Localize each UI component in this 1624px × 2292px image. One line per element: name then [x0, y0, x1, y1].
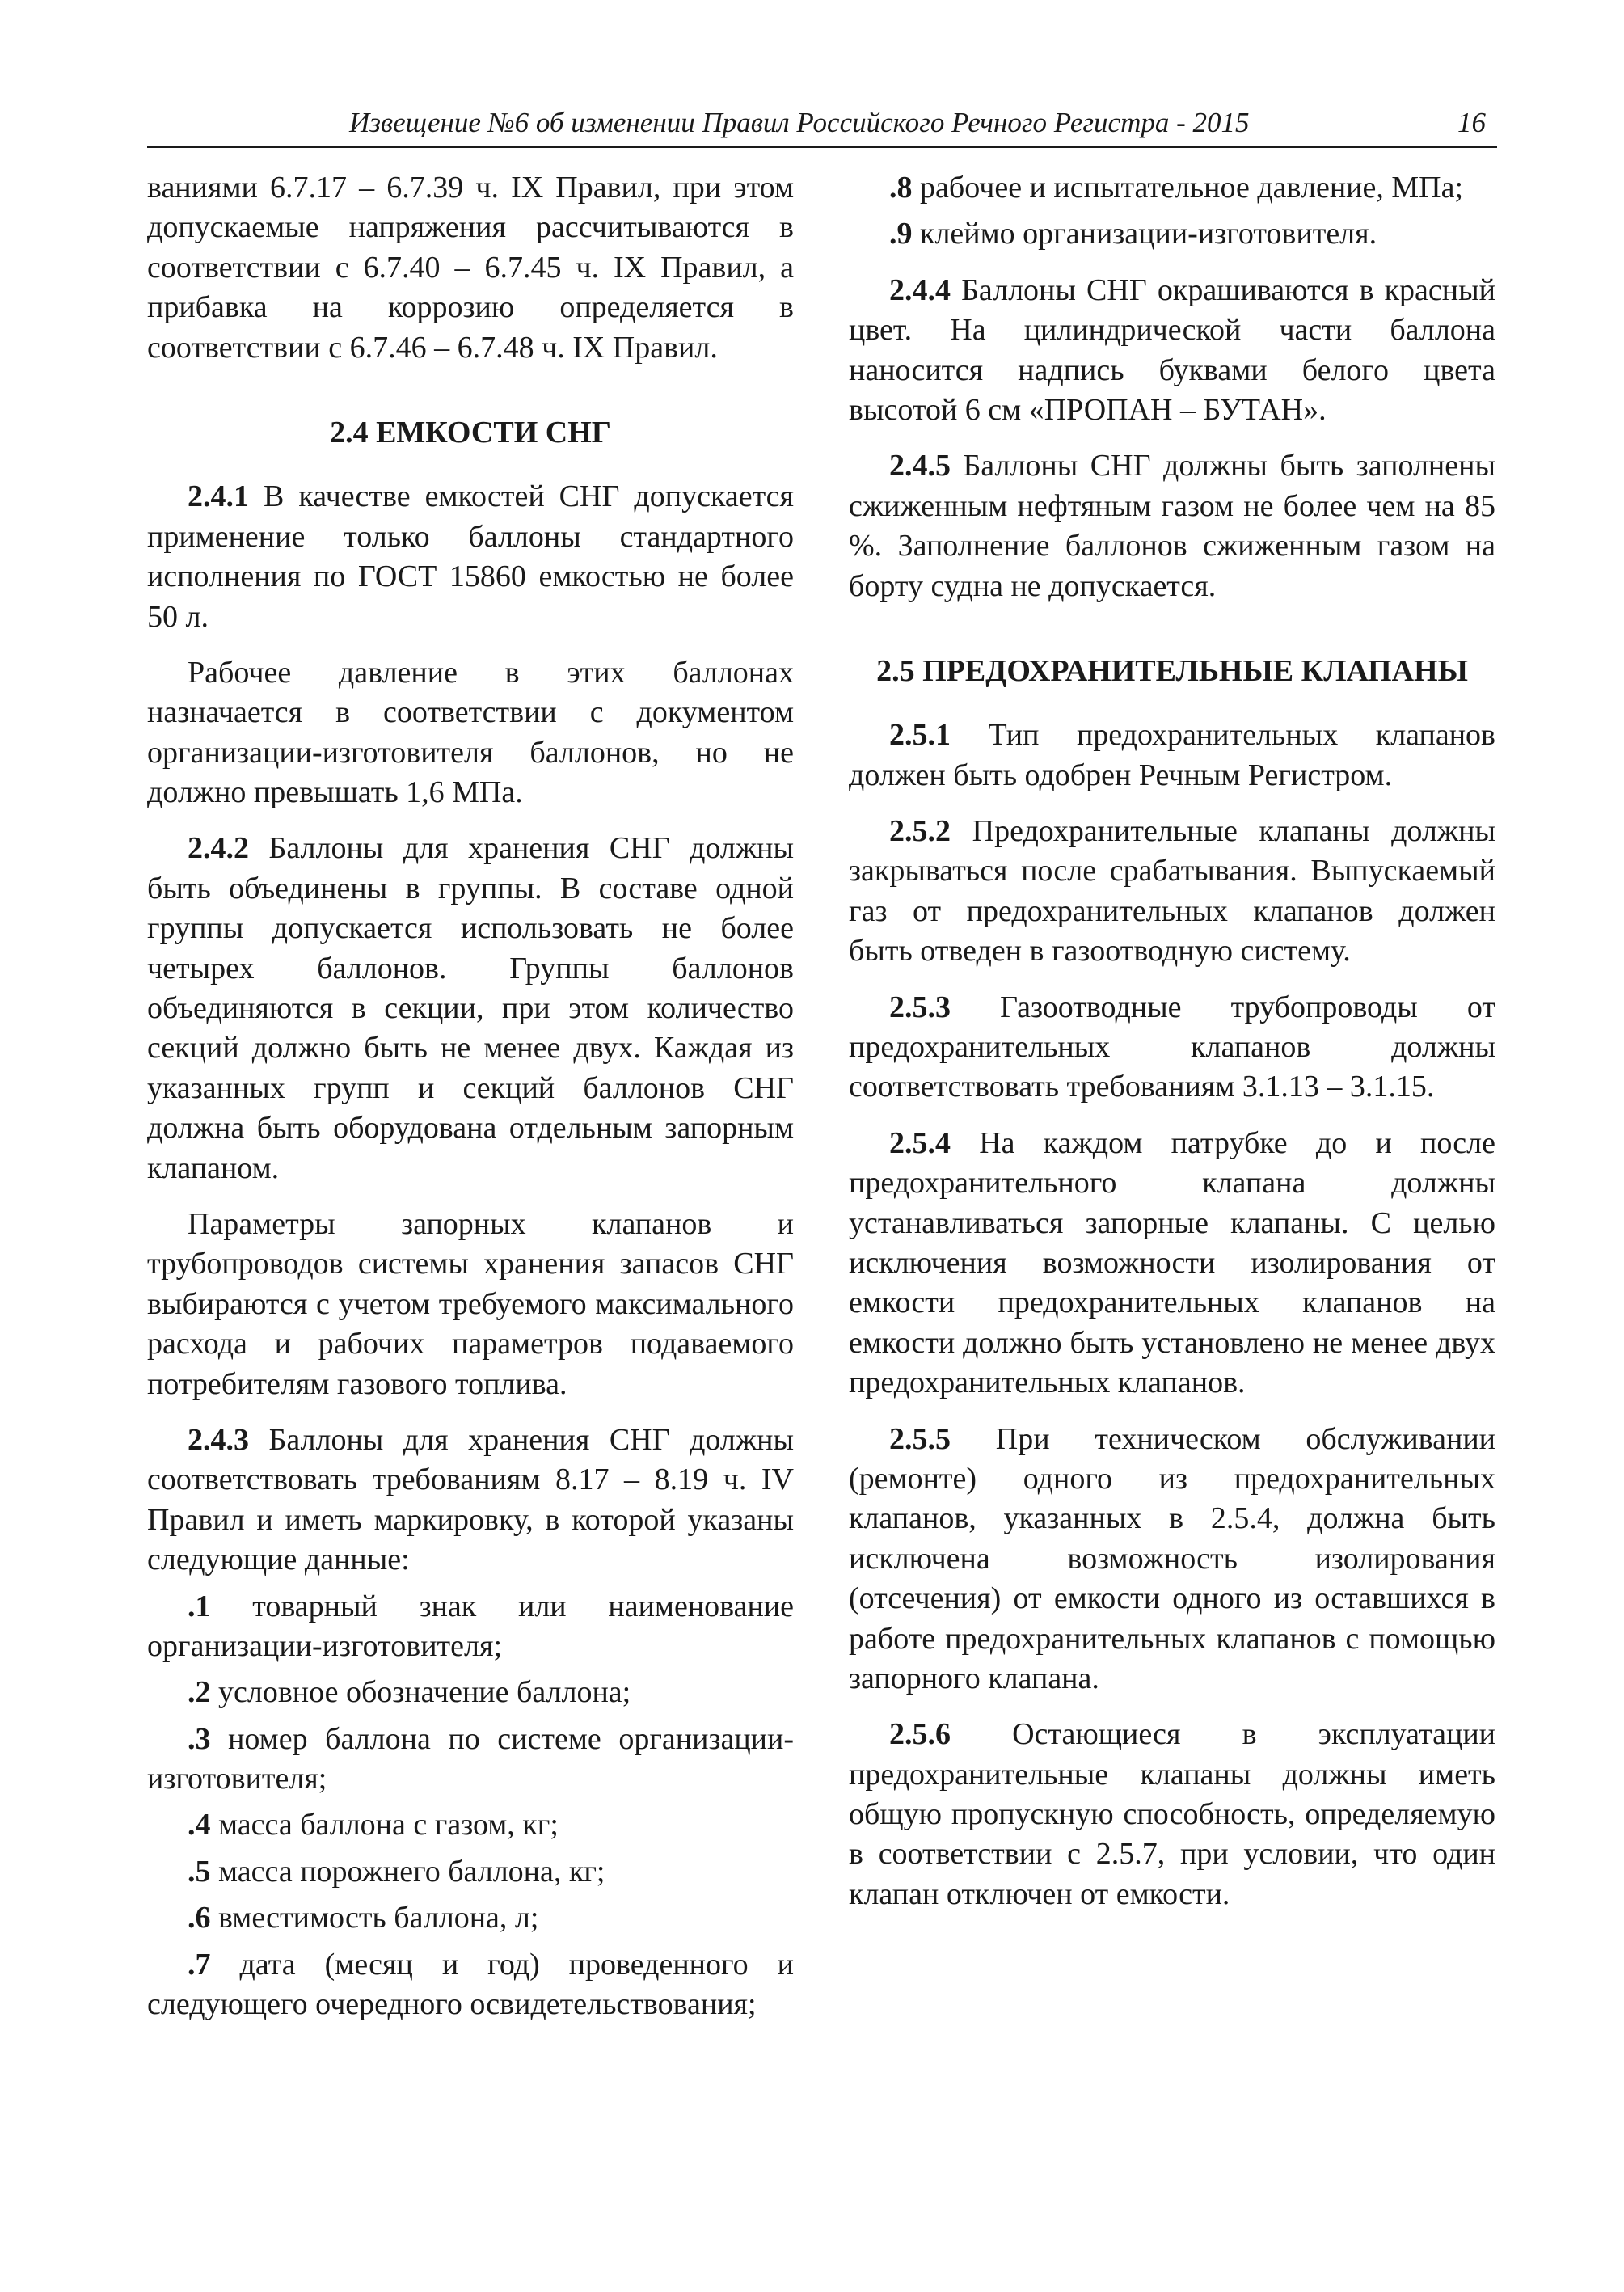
clause-number: 2.4.4: [889, 272, 951, 307]
clause-2-5-5: [849, 1420, 1495, 1699]
clause-2-4-5: [849, 446, 1495, 606]
clause-text: Предохранительные клапаны должны закрываться после срабатывания. Выпускаемый газ от предохранительных клапанов должен быть отведен в газоотводную систему.: [849, 814, 1495, 969]
clause-number: 2.5.2: [889, 814, 951, 849]
clause-text: Баллоны для хранения СНГ должны быть объединены в группы. В составе одной группы допускается использовать не более четырех баллонов. Группы баллонов объединяются в секции, при этом количество секций должно быть не менее двух. Каждая из указанных групп и секций баллонов СНГ должна быть оборудована отдельным запорным клапаном.: [147, 831, 794, 1185]
list-item-text: рабочее и испытательное давление, МПа;: [912, 171, 1464, 205]
list-item-number: .2: [188, 1675, 211, 1710]
paragraph-continuation: ваниями 6.7.17 – 6.7.39 ч. IX Правил, при этом допускаемые напряжения рассчитываются в соответствии с 6.7.40 – 6.7.45 ч. IX Правил, а прибавка на коррозию определяется в соответствии с 6.7.46 – 6.7.48 ч. IX Правил.: [147, 171, 794, 365]
clause-text: Баллоны СНГ окрашиваются в красный цвет. На цилиндрической части баллона наносится надпись буквами белого цвета высотой 6 см «ПРОПАН – БУТАН».: [849, 272, 1495, 427]
clause-2-5-3: [849, 988, 1495, 1108]
right-column: [849, 168, 1495, 1931]
clause-2-4-3: [147, 1420, 794, 1581]
list-item: [147, 1720, 794, 1800]
list-item-number: .1: [188, 1589, 211, 1623]
clause-2-4-2: [147, 829, 794, 1188]
list-item: [147, 1587, 794, 1667]
list-item-text: дата (месяц и год) проведенного и следующего очередного освидетельствования;: [147, 1947, 794, 2022]
page-header: [147, 105, 1497, 148]
clause-2-5-2: [849, 812, 1495, 972]
list-item: [147, 1898, 794, 1938]
clause-number: 2.5.5: [889, 1421, 951, 1456]
section-heading-2-4: 2.4 ЕМКОСТИ СНГ: [330, 415, 611, 450]
clause-text: На каждом патрубке до и после предохранительного клапана должны устанавливаться запорные клапаны. С целью исключения возможности изолирования от емкости предохранительных клапанов на емкости должно быть установлено не менее двух предохранительных клапанов.: [849, 1125, 1495, 1400]
header-title: Извещение №6 об изменении Правил Российского Речного Регистра - 2015: [349, 107, 1250, 138]
list-item-text: номер баллона по системе организации-изготовителя;: [147, 1721, 794, 1796]
clause-2-4-4: [849, 271, 1495, 431]
list-item-number: .7: [188, 1947, 211, 1982]
list-item-number: .4: [188, 1808, 211, 1842]
clause-number: 2.4.3: [188, 1422, 249, 1457]
clause-number: 2.4.5: [889, 449, 951, 483]
list-item-text: масса баллона с газом, кг;: [210, 1808, 559, 1842]
clause-text: При техническом обслуживании (ремонте) одного из предохранительных клапанов, указанных в 2.5.4, должна быть исключена возможность изолирования (отсечения) от емкости одного из оставшихся в работе предохранительных клапанов с помощью запорного клапана.: [849, 1421, 1495, 1695]
page-number: 16: [1457, 107, 1486, 138]
list-item: [849, 214, 1495, 254]
list-item-number: .6: [188, 1901, 211, 1935]
clause-text: Баллоны для хранения СНГ должны соответствовать требованиям 8.17 – 8.19 ч. IV Правил и иметь маркировку, в которой указаны следующие данные:: [147, 1422, 794, 1577]
list-item: [147, 1805, 794, 1845]
clause-2-5-4: [849, 1124, 1495, 1403]
clause-number: 2.5.3: [889, 990, 951, 1024]
clause-text: Газоотводные трубопроводы от предохранительных клапанов должны соответствовать требованиям 3.1.13 – 3.1.15.: [849, 990, 1495, 1104]
left-column: [147, 168, 794, 2031]
list-item-number: .5: [188, 1854, 211, 1889]
list-item-number: .9: [889, 217, 913, 251]
list-item: [147, 1945, 794, 2025]
list-item: [147, 1673, 794, 1712]
clause-2-5-6: [849, 1715, 1495, 1914]
clause-text: Баллоны СНГ должны быть заполнены сжиженным нефтяным газом не более чем на 85 %. Заполнение баллонов сжиженным газом на борту судна не допускается.: [849, 449, 1495, 603]
list-item-text: масса порожнего баллона, кг;: [210, 1854, 605, 1889]
paragraph-working-pressure: Рабочее давление в этих баллонах назначается в соответствии с документом организации-изготовителя баллонов, но не должно превышать 1,6 МПа.: [147, 655, 794, 810]
clause-number: 2.5.4: [889, 1125, 951, 1160]
list-item-number: .3: [188, 1721, 211, 1756]
clause-number: 2.5.1: [889, 718, 951, 753]
list-item-number: .8: [889, 171, 913, 205]
clause-2-4-1: [147, 477, 794, 637]
clause-text: Тип предохранительных клапанов должен быть одобрен Речным Регистром.: [849, 718, 1495, 792]
list-item: [147, 1852, 794, 1892]
clause-text: Остающиеся в эксплуатации предохранительные клапаны должны иметь общую пропускную способность, определяемую в соответствии с 2.5.7, при условии, что один клапан отключен от емкости.: [849, 1717, 1495, 1911]
list-item-text: условное обозначение баллона;: [210, 1675, 631, 1710]
list-item-text: товарный знак или наименование организации-изготовителя;: [147, 1589, 794, 1663]
section-heading-2-5: 2.5 ПРЕДОХРАНИТЕЛЬНЫЕ КЛАПАНЫ: [876, 653, 1468, 688]
list-item-text: вместимость баллона, л;: [210, 1901, 539, 1935]
clause-number: 2.4.1: [188, 479, 249, 514]
paragraph-valve-parameters: Параметры запорных клапанов и трубопроводов системы хранения запасов СНГ выбираются с учетом требуемого максимального расхода и рабочих параметров подаваемого потребителям газового топлива.: [147, 1206, 794, 1401]
clause-number: 2.5.6: [889, 1717, 951, 1752]
list-item-text: клеймо организации-изготовителя.: [912, 217, 1377, 251]
clause-number: 2.4.2: [188, 831, 249, 866]
clause-2-5-1: [849, 715, 1495, 796]
clause-text: В качестве емкостей СНГ допускается применение только баллоны стандартного исполнения по ГОСТ 15860 емкостью не более 50 л.: [147, 479, 794, 634]
list-item: [849, 168, 1495, 208]
